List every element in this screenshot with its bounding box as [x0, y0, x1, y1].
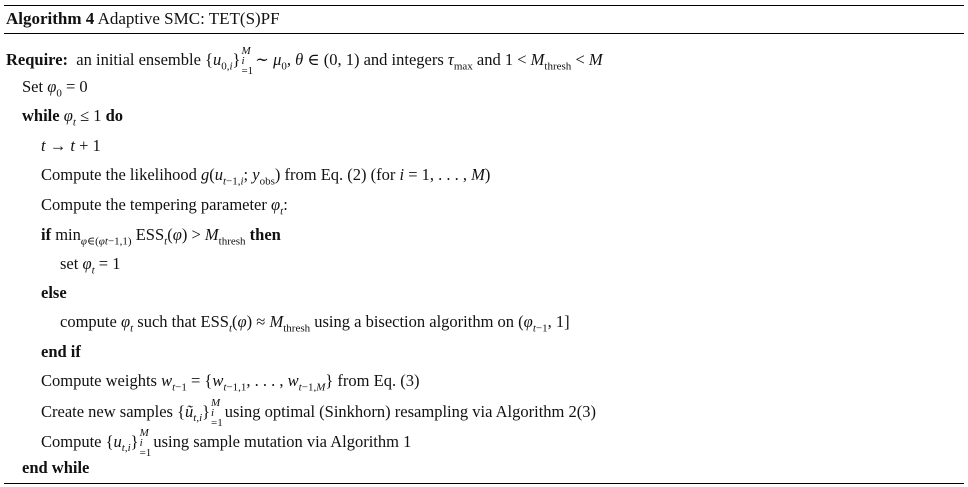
require-text: an initial ensemble $\{u_{0,i}\}$ M i =1 ∼ $\mu_0$, θ ∈ (0, 1) and integers $\tau_{max}$ and $1 < M_{thresh} < M$: [72, 45, 603, 77]
top-rule: [4, 5, 964, 6]
algo-line-require: [6, 45, 603, 77]
algo-line-weights: Compute weights $w_{t-1} = \{w_{t-1,1}$, . . . , $w_{t-1,M}$} from Eq. (3): [41, 371, 420, 394]
algo-line-mutation: Compute $\{u_{t,i}\}$ M i =1 using sample mutation via Algorithm 1: [41, 427, 412, 459]
algorithm-caption: [6, 8, 280, 30]
algo-line-if: if $\min_{\varphi\in(\varphi t-1,1)} ESS_t(\varphi) > M_{thresh}$ then: [41, 225, 281, 248]
if-keyword: if: [41, 225, 52, 244]
while-keyword: while: [22, 106, 60, 125]
algo-line-tempering: Compute the tempering parameter $\varphi_t$:: [41, 195, 288, 218]
algo-line-while: while $\varphi_t \le 1$ do: [22, 106, 124, 129]
algo-line-else: [41, 281, 67, 305]
else-keyword: else: [41, 283, 67, 302]
end-while-keyword: end while: [22, 458, 90, 477]
bottom-rule: [4, 483, 964, 484]
do-keyword: do: [105, 106, 124, 125]
algo-line-set-one: set $\varphi_t = 1$: [60, 254, 121, 277]
algo-line-bisection: compute $\varphi_t$ such that $ESS_t(\varphi) \approx M_{thresh}$ using a bisection algorithm on ($\varphi_{t-1}$, 1]: [60, 312, 570, 335]
algorithm-number: Algorithm 4: [6, 9, 95, 28]
algo-line-init: Set $\varphi_0 = 0$: [22, 77, 88, 100]
algo-line-resample: Create new samples $\{ũ_{t,i}\}$ M i =1 using optimal (Sinkhorn) resampling via Algorithm 2(3): [41, 397, 596, 429]
algorithm-title: Adaptive SMC: TET(S)PF: [97, 9, 280, 28]
end-if-keyword: end if: [41, 342, 81, 361]
algo-line-likelihood: Compute the likelihood $g(u_{t-1,i}$; $y_{obs}$) from Eq. (2) (for i = 1, . . . , M): [41, 165, 491, 188]
algo-line-end-while: [22, 456, 89, 480]
algo-line-increment: t → t + 1: [41, 136, 101, 155]
then-keyword: then: [249, 225, 281, 244]
require-keyword: Require:: [6, 49, 69, 69]
caption-rule: [4, 33, 964, 34]
algo-line-end-if: [41, 340, 81, 364]
